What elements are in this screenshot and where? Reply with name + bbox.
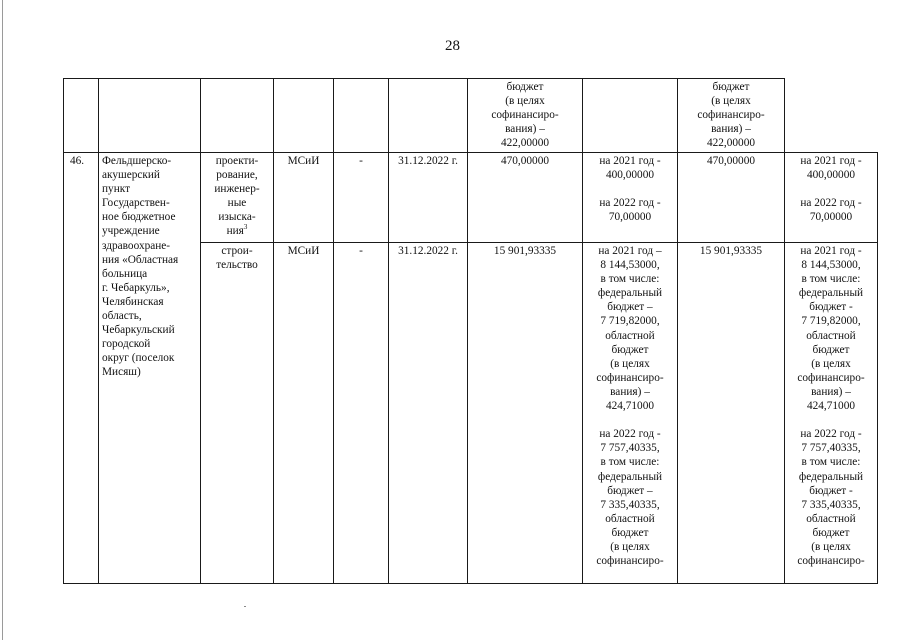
cont-cell-8: [583, 79, 678, 153]
cont-cell-5: [334, 79, 389, 153]
cont-funding-schedule-2: бюджет (в целях софинансиро- вания) – 422,00000: [678, 79, 785, 153]
row-number: 46.: [64, 153, 99, 584]
cont-cell-6: [389, 79, 468, 153]
funding-amount: 15 901,93335: [678, 243, 785, 584]
investment-table: [63, 78, 878, 584]
cont-cell-1: [64, 79, 99, 153]
scan-left-edge: [2, 0, 3, 640]
cont-cell-4: [274, 79, 334, 153]
funding-schedule-2: на 2021 год - 8 144,53000, в том числе: федеральный бюджет - 7 719,82000, областной бюджет (в целях софинансиро- вания) – 424,71000 на 2022 год - 7 757,40335, в том числе: федеральный бюджет - 7 335,40335, областной бюджет (в целях софинансиро-: [785, 243, 878, 584]
dash-cell: -: [334, 153, 389, 243]
work-type-construction: строи- тельство: [201, 243, 274, 584]
estimated-cost: 15 901,93335: [468, 243, 583, 584]
table-row: [64, 153, 878, 243]
funding-schedule: на 2021 год – 8 144,53000, в том числе: федеральный бюджет – 7 719,82000, областной бюджет (в целях софинансиро- вания) – 424,71000 на 2022 год - 7 757,40335, в том числе: федеральный бюджет – 7 335,40335, областной бюджет (в целях софинансиро-: [583, 243, 678, 584]
object-name: Фельдшерско- акушерский пункт Государствен- ное бюджетное учреждение здравоохране- ния «Областная больница г. Чебаркуль», Челябинская область, Чебаркульский городской округ (поселок Мисяш): [99, 153, 201, 584]
funding-schedule: на 2021 год - 400,00000 на 2022 год - 70,00000: [583, 153, 678, 243]
page-number: 28: [445, 38, 460, 54]
completion-date: 31.12.2022 г.: [389, 243, 468, 584]
scan-speck: [244, 606, 246, 607]
cont-funding-schedule: бюджет (в целях софинансиро- вания) – 422,00000: [468, 79, 583, 153]
completion-date: 31.12.2022 г.: [389, 153, 468, 243]
customer: МСиИ: [274, 243, 334, 584]
funding-schedule-2: на 2021 год - 400,00000 на 2022 год - 70,00000: [785, 153, 878, 243]
dash-cell: -: [334, 243, 389, 584]
footnote-mark: 3: [243, 223, 248, 232]
cont-cell-2: [99, 79, 201, 153]
customer: МСиИ: [274, 153, 334, 243]
estimated-cost: 470,00000: [468, 153, 583, 243]
work-type-design-text: проекти- рование, инженер- ные изыска- ния: [214, 155, 260, 238]
cont-cell-3: [201, 79, 274, 153]
continuation-row: [64, 79, 878, 153]
funding-amount: 470,00000: [678, 153, 785, 243]
work-type-design: [201, 153, 274, 243]
